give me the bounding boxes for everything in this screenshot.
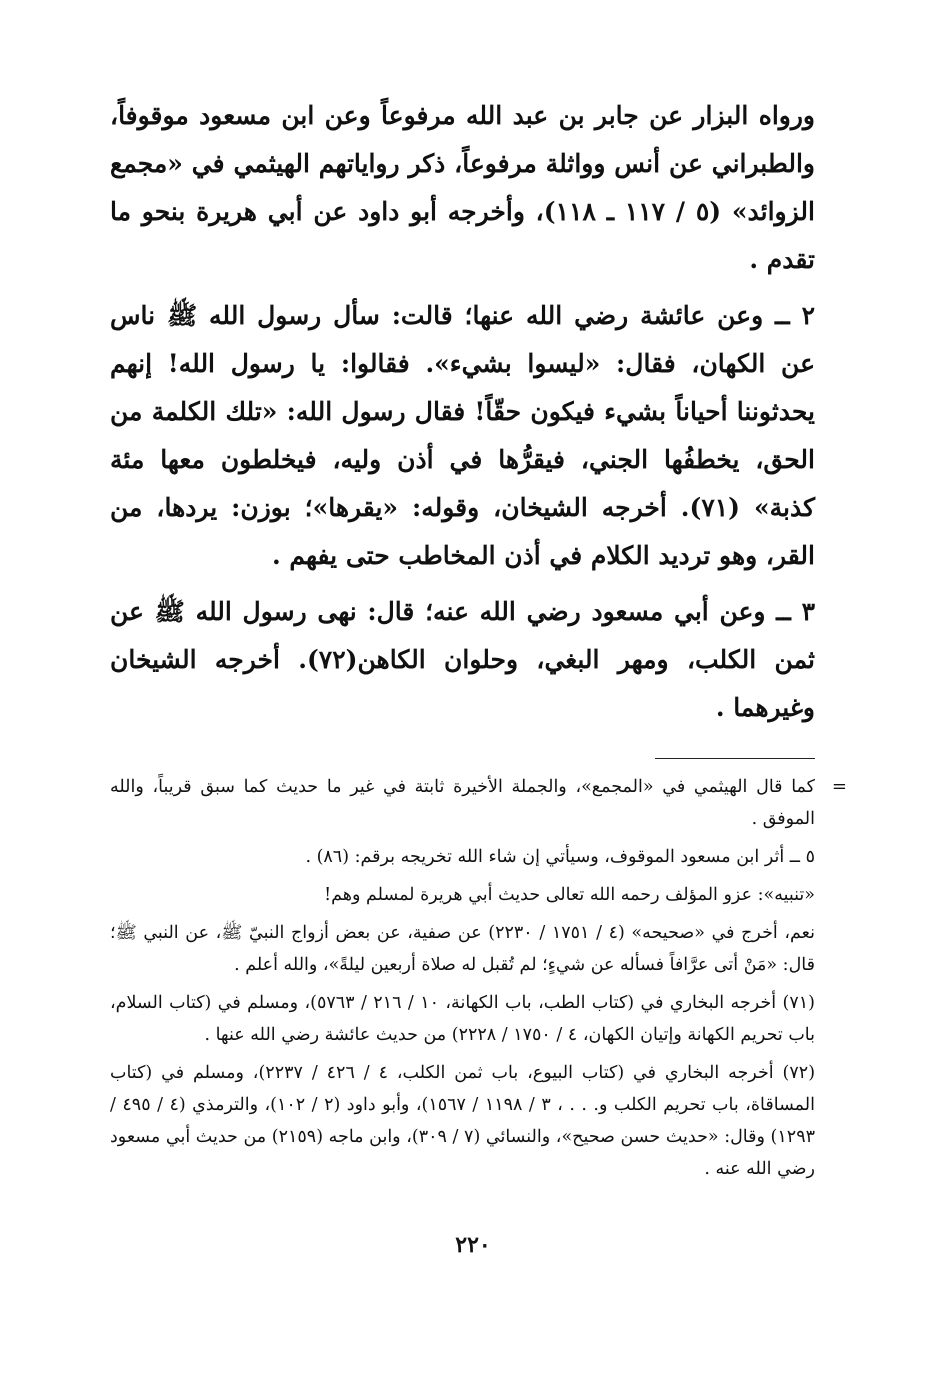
main-paragraph-1: ورواه البزار عن جابر بن عبد الله مرفوعاً وعن ابن مسعود موقوفاً، والطبراني عن أنس وواثلة مرفوعاً، ذكر رواياتهم الهيثمي في «مجمع الزوائد» (٥ / ١١٧ ـ ١١٨)، وأخرجه أبو داود عن أبي هريرة بنحو ما تقدم . [110, 101, 815, 274]
footnote-5: ٥ ــ أثر ابن مسعود الموقوف، وسيأتي إن شاء الله تخريجه برقم: (٨٦) . [305, 847, 815, 867]
footnote-71: (٧١) أخرجه البخاري في (كتاب الطب، باب الكهانة، ١٠ / ٢١٦ / ٥٧٦٣)، ومسلم في (كتاب السلام، باب تحريم الكهانة وإتيان الكهان، ٤ / ١٧٥٠ / ٢٢٢٨) من حديث عائشة رضي الله عنها . [110, 993, 815, 1045]
footnote-divider [655, 758, 815, 759]
page-number: ٢٢٠ [455, 1232, 491, 1258]
continuation-mark: = [831, 776, 847, 797]
main-paragraph-2: ٢ ــ وعن عائشة رضي الله عنها؛ قالت: سأل رسول الله ﷺ ناس عن الكهان، فقال: «ليسوا بشيء». فقالوا: يا رسول الله! إنهم يحدثوننا أحياناً بشيء فيكون حقّاً! فقال رسول الله: «تلك الكلمة من الحق، يخطفُها الجني، فيقرُّها في أذن وليه، فيخلطون معها مئة كذبة» (٧١). أخرجه الشيخان، وقوله: «يقرها»؛ بوزن: يردها، من القر، وهو ترديد الكلام في أذن المخاطب حتى يفهم . [110, 301, 815, 570]
footnote-text: كما قال الهيثمي في «المجمع»، والجملة الأخيرة ثابتة في غير ما حديث كما سبق قريباً، والله الموفق . [110, 777, 815, 829]
footnote-continuation [110, 771, 847, 835]
footnote-note-continued: نعم، أخرج في «صحيحه» (٤ / ١٧٥١ / ٢٢٣٠) عن صفية، عن بعض أزواج النبيّ ﷺ، عن النبي ﷺ؛ قال: «مَنْ أتى عرَّافاً فسأله عن شيءٍ؛ لم تُقبل له صلاة أربعين ليلةً»، والله أعلم . [110, 923, 815, 975]
footnotes [110, 771, 847, 1185]
main-paragraph-3: ٣ ــ وعن أبي مسعود رضي الله عنه؛ قال: نهى رسول الله ﷺ عن ثمن الكلب، ومهر البغي، وحلوان الكاهن(٧٢). أخرجه الشيخان وغيرهما . [110, 597, 815, 722]
footnote-72: (٧٢) أخرجه البخاري في (كتاب البيوع، باب ثمن الكلب، ٤ / ٤٢٦ / ٢٢٣٧)، ومسلم في (كتاب المساقاة، باب تحريم الكلب و. . . ، ٣ / ١١٩٨ / ١٥٦٧)، وأبو داود (٢ / ١٠٢)، والترمذي (٤ / ٤٩٥ / ١٢٩٣) وقال: «حديث حسن صحيح»، والنسائي (٧ / ٣٠٩)، وابن ماجه (٢١٥٩) من حديث أبي مسعود رضي الله عنه . [110, 1063, 816, 1179]
footnote-note: «تنبيه»: عزو المؤلف رحمه الله تعالى حديث أبي هريرة لمسلم وهم! [324, 885, 815, 905]
page-body [110, 92, 847, 1191]
